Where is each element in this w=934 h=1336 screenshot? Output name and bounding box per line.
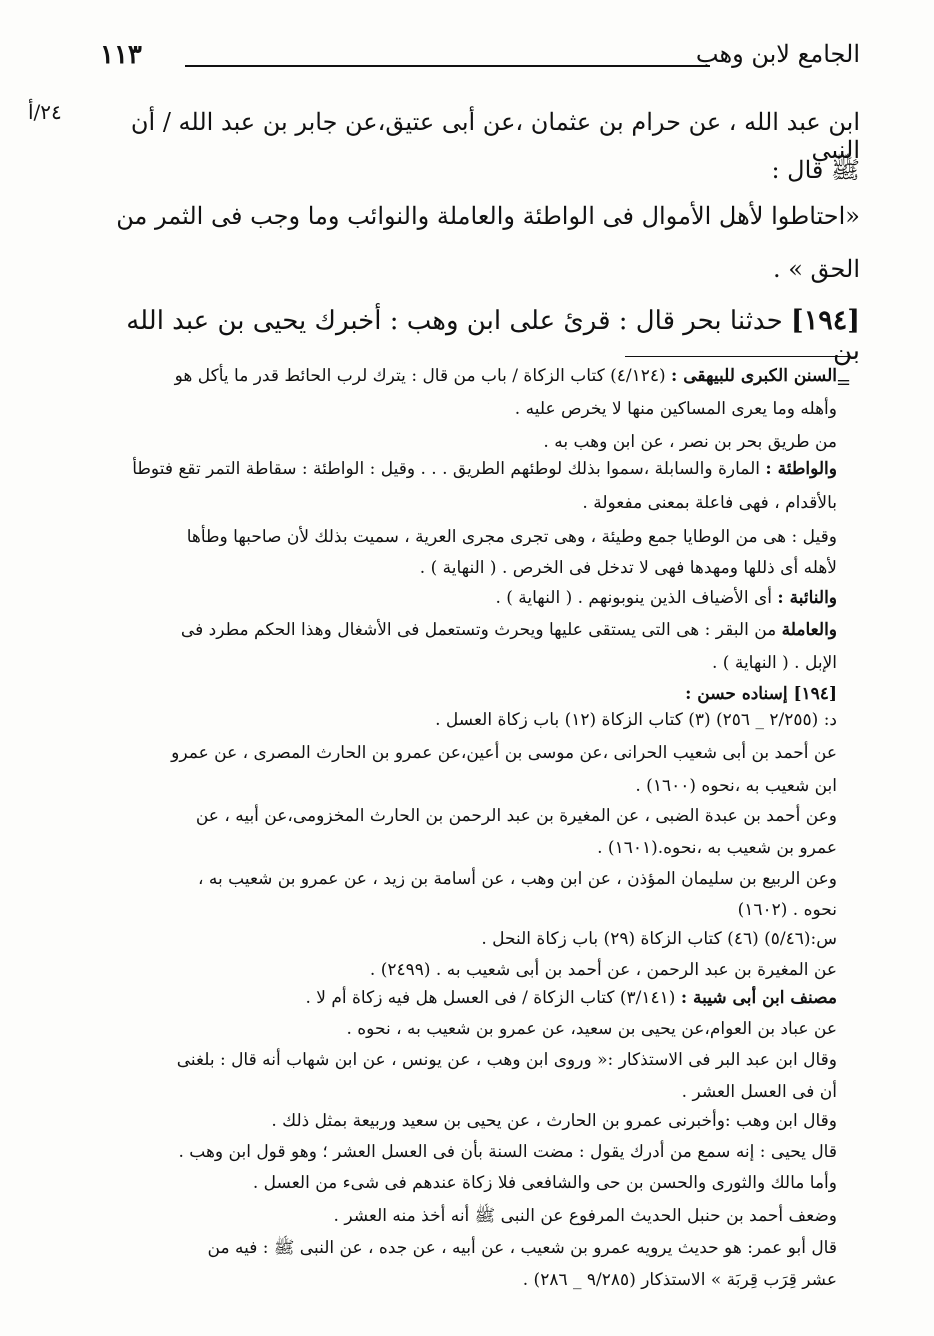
page-number: ١١٣ [100, 40, 142, 70]
main-text-line: حدثنا بحر قال : قرئ على ابن وهب : أخبرك يحيى بن عبد الله بن [126, 306, 860, 366]
footnote-line: وقال ابن وهب :وأخبرنى عمرو بن الحارث ، عن يحيى بن سعيد وربيعة بمثل ذلك . [271, 1111, 837, 1131]
book-title: الجامع لابن وهب [695, 40, 860, 68]
footnote-line: نحوه . (١٦٠٢) [737, 900, 837, 920]
footnote-line [92, 988, 837, 1008]
footnote-line: الإبل . ( النهاية ) . [711, 653, 837, 673]
footnote-line: س:(٥/٤٦) (٤٦) كتاب الزكاة (٢٩) باب زكاة النحل . [481, 929, 837, 949]
footnote-line: قال أبو عمر: هو حديث يرويه عمرو بن شعيب ، عن أبيه ، عن جده ، عن النبى ﷺ : فيه من [207, 1238, 837, 1258]
footnote-line: وعن الربيع بن سليمان المؤذن ، عن ابن وهب ، عن أسامة بن زيد ، عن عمرو بن شعيب به ، [197, 869, 837, 889]
footnote-line: بالأقدام ، فهى فاعلة بمعنى مفعولة . [582, 493, 837, 513]
footnote-text: أى الأضياف الذين ينوبونهم . ( النهاية ) . [495, 588, 772, 608]
footnote-line [92, 459, 837, 479]
footnote-line [92, 588, 855, 608]
term: والواطئة : [765, 459, 837, 479]
footnote-line: وأما مالك والثورى والحسن بن حى والشافعى فلا زكاة عندهم فى شىء من العسل . [252, 1173, 837, 1193]
footnote-line: عن أحمد بن أبى شعيب الحرانى ،عن موسى بن أعين،عن عمرو بن الحارث المصرى ، عن عمرو [171, 743, 837, 763]
footnote-text: المارة والسابلة ،سموا بذلك لوطئهم الطريق . . . وقيل : الواطئة : سقاطة التمر تقع فتوطأ [132, 459, 760, 479]
footnote-line: وعن أحمد بن عبدة الضبى ، عن المغيرة بن عبد الرحمن بن الحارث المخزومى،عن أبيه ، عن [195, 806, 837, 826]
hadith-grading: [١٩٤] إسناده حسن : [685, 684, 837, 704]
footnote-line: د: (٢/٢٥٥ _ ٢٥٦) (٣) كتاب الزكاة (١٢) باب زكاة العسل . [435, 710, 837, 730]
footnote-line: عن عباد بن العوام،عن يحيى بن سعيد، عن عمرو بن شعيب به ، نحوه . [346, 1019, 837, 1039]
header-rule [185, 65, 710, 67]
manuscript-folio-ref: ٢٤/أ [28, 100, 62, 124]
term: والعاملة [781, 620, 837, 640]
footnote-line: ابن شعيب به ،نحوه (١٦٠٠) . [635, 776, 837, 796]
main-text-line: الحق » . [772, 255, 860, 283]
footnote-line: قال يحيى : إنه سمع من أدرك يقول : مضت السنة بأن فى العسل العشر ؛ وهو قول ابن وهب . [178, 1142, 837, 1162]
footnote-line: عشر قِرَب قِربَة » الاستذكار (٩/٢٨٥ _ ٢٨٦) . [522, 1270, 837, 1290]
footnote-line: وقال ابن عبد البر فى الاستذكار :« وروى ابن وهب ، عن يونس ، عن ابن شهاب أنه قال : بلغنى [176, 1050, 837, 1070]
footnote-line: وقيل : هى من الوطايا جمع وطيئة ، وهى تجرى مجرى العرية ، سميت بذلك لأن صاحبها وطأها [186, 527, 837, 547]
footnote-line: عمرو بن شعيب به ،نحوه.(١٦٠١) . [597, 838, 837, 858]
footnote-text: (٤/١٢٤) كتاب الزكاة / باب من قال : يترك لرب الحائط قدر ما يأكل هو [174, 366, 666, 386]
source-name: السنن الكبرى للبيهقى : [671, 366, 837, 386]
footnote-line [92, 366, 837, 386]
footnote-text: (٣/١٤١) كتاب الزكاة / فى العسل هل فيه زكاة أم لا . [305, 988, 676, 1008]
footnote-line: وضعف أحمد بن حنبل الحديث المرفوع عن النبى ﷺ أنه أخذ منه العشر . [333, 1206, 837, 1226]
footnote-line [92, 684, 837, 704]
footnote-line [92, 620, 855, 640]
footnote-line: أن فى العسل العشر . [681, 1082, 837, 1102]
footnote-separator [625, 356, 850, 357]
footnote-line: وأهله وما يعرى المساكين منها لا يخرص عليه . [514, 399, 837, 419]
footnote-line: عن المغيرة بن عبد الرحمن ، عن أحمد بن أبى شعيب به . (٢٤٩٩) . [369, 960, 837, 980]
main-text-line: ابن عبد الله ، عن حرام بن عثمان ،عن أبى عتيق،عن جابر بن عبد الله / أن النبى [130, 108, 860, 164]
hadith-number: [١٩٤] [790, 305, 860, 336]
footnote-line: من طريق بحر بن نصر ، عن ابن وهب به . [543, 432, 837, 452]
main-text-line: «احتاطوا لأهل الأموال فى الواطئة والعاملة والنوائب وما وجب فى الثمر من [116, 202, 860, 230]
main-text-line: ﷺ قال : [771, 156, 860, 184]
term: والنائبة : [777, 588, 837, 608]
footnote-line: لأهله أى ذللها ومهدها فهى لا تدخل فى الخرص . ( النهاية ) . [419, 558, 837, 578]
running-header [100, 40, 860, 80]
footnote-text: من البقر : هى التى يستقى عليها ويحرث وتستعمل فى الأشغال وهذا الحكم مطرد فى [180, 620, 777, 640]
continuation-mark: = [836, 372, 852, 393]
source-name: مصنف ابن أبى شيبة : [680, 988, 837, 1008]
